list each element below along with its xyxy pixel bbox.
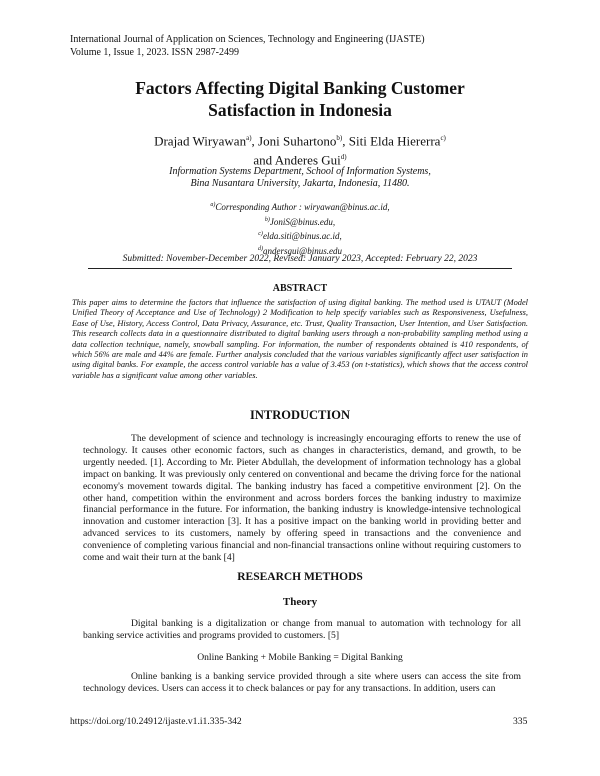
theory-paragraph-2: Online banking is a banking service provided through a site where users can access the site from technology devices. Users can access it to check balances or pay for any transactions. In addition, users can bbox=[83, 671, 521, 694]
email-4: andersgui@binus.edu bbox=[262, 245, 343, 256]
author-3-mark: c) bbox=[440, 134, 446, 142]
author-1: Drajad Wiryawan bbox=[154, 133, 247, 149]
affiliation-line-2: Bina Nusantara University, Jakarta, Indonesia, 11480. bbox=[190, 178, 410, 189]
theory-paragraph-1: Digital banking is a digitalization or change from manual to automation with technology for all banking service activities and programs provided to customers. [5] bbox=[83, 618, 521, 641]
author-emails bbox=[60, 199, 540, 257]
journal-volume: Volume 1, Issue 1, 2023. ISSN 2987-2499 bbox=[70, 46, 239, 58]
title-line-1: Factors Affecting Digital Banking Customer bbox=[135, 78, 465, 98]
email-2: JoniS@binus.edu, bbox=[269, 216, 336, 227]
author-list bbox=[60, 130, 540, 169]
divider-line bbox=[88, 268, 512, 269]
affiliation bbox=[60, 166, 540, 190]
submission-dates: Submitted: November-December 2022, Revised: January 2023, Accepted: February 22, 2023 bbox=[122, 254, 478, 264]
abstract-text: This paper aims to determine the factors that influence the satisfaction of using digital banking. The method used is UTAUT (Model Unified Theory of Acceptance and Use of Technology) 2 Modification to help specify variables such as Responsiveness, Usefulness, Ease of Use, History, Access Control, Data Privacy, Assurance, etc. Trust, Quality Transaction, User Intention, and User Satisfaction. This research collects data in a questionnaire distributed to digital banking users through a non-probability sampling method using a data collection technique, namely, snowball sampling. For information, the number of respondents obtained is 410 respondents, of which 56% are male and 44% are female. Further analysis concluded that the various variables significantly affect user satisfaction in using digital banks. For example, the access control variable has a value of 3.453 (on t-statistics), which shows that the access control variable has a significant value among other variables. bbox=[72, 298, 528, 380]
doi-link[interactable]: https://doi.org/10.24912/ijaste.v1.i1.335-342 bbox=[70, 716, 242, 727]
author-4-mark: d) bbox=[340, 153, 347, 162]
author-2: , Joni Suhartono bbox=[251, 133, 337, 149]
abstract-heading: ABSTRACT bbox=[272, 283, 328, 294]
email-3: elda.siti@binus.ac.id, bbox=[262, 231, 342, 241]
email-2-mark: b) bbox=[264, 216, 270, 223]
author-4: and Anderes Gui bbox=[253, 152, 341, 168]
research-methods-heading: RESEARCH METHODS bbox=[237, 571, 363, 583]
title-line-2: Satisfaction in Indonesia bbox=[208, 100, 392, 120]
author-2-mark: b) bbox=[336, 134, 343, 142]
email-3-mark: c) bbox=[258, 231, 263, 237]
affiliation-line-1: Information Systems Department, School of Information Systems, bbox=[169, 166, 431, 177]
author-3: , Siti Elda Hiererra bbox=[342, 133, 441, 149]
email-1-mark: a) bbox=[210, 202, 216, 208]
introduction-paragraph: The development of science and technology is increasingly encouraging efforts to renew the use of technology. It causes other economic factors, such as changes in characteristics, demand, and growth, to be urgently needed. [1]. According to Mr. Pieter Abdullah, the development of information technology has a global impact on banking. It was previously only centered on conventional and became the driving force for the national economy's movement towards digital. The banking industry has faced a competitive environment [2]. On the other hand, competition within the environment and across borders forces the banking industry to maximize financial performance in the future. For information, the banking industry is knowledge-intensive technological innovation and customer interaction [3]. It has a positive impact on the banking world in providing better and advanced services to its customers, namely by offering speed in transactions and the convenience and convenience of completing various financial and non-financial transactions online without requiring customers to come and wait their turn at the bank [4] bbox=[83, 433, 521, 564]
email-4-mark: d) bbox=[257, 245, 263, 252]
journal-name: International Journal of Application on Sciences, Technology and Engineering (IJASTE) bbox=[70, 34, 425, 45]
introduction-heading: INTRODUCTION bbox=[249, 408, 350, 422]
email-1: Corresponding Author : wiryawan@binus.ac.id, bbox=[215, 202, 390, 212]
paper-title bbox=[60, 77, 540, 121]
journal-header bbox=[70, 34, 425, 59]
author-1-mark: a) bbox=[246, 134, 252, 142]
theory-heading: Theory bbox=[282, 596, 318, 608]
page-number: 335 bbox=[513, 716, 528, 727]
digital-banking-formula: Online Banking + Mobile Banking = Digital Banking bbox=[197, 652, 403, 663]
